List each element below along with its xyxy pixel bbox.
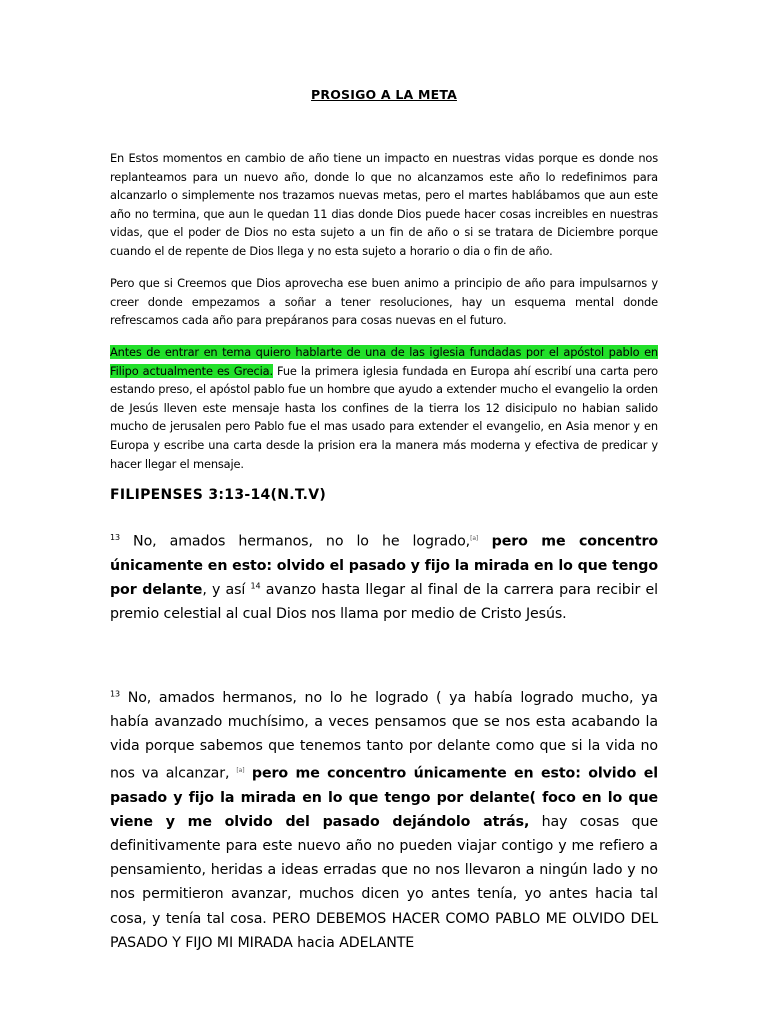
commentary-bold-text: pero me concentro únicamente en esto: olvido el pasado y fijo la mirada en lo que tengo por delante( foco en lo que viene y me olvido del pasado dejándolo atrás, (110, 765, 658, 830)
scripture-heading: FILIPENSES 3:13-14(N.T.V) (110, 487, 327, 503)
scripture-verse (110, 527, 658, 627)
paragraph-second: Pero que si Creemos que Dios aprovecha ese buen animo a principio de año para impulsarnos y creer donde empezamos a soñar a tener resoluciones, hay un esquema mental donde refrescamos cada año para prepáranos para cosas nuevas en el futuro. (110, 276, 658, 328)
commentary-text-end: hay cosas que definitivamente para este nuevo año no pueden viajar contigo y me refiero a pensamiento, heridas a ideas erradas que no nos llevaron a ningún lado y no nos permitieron avanzar, muchos dicen yo antes tenía, yo antes hacia tal cosa, y tenía tal cosa. PERO DEBEMOS HACER COMO PABLO ME OLVIDO DEL PASADO Y FIJO MI MIRADA hacia ADELANTE (110, 813, 658, 951)
verse-text-start: No, amados hermanos, no lo he logrado, (119, 533, 471, 550)
highlighted-text: Antes de entrar en tema quiero hablarte de una de las iglesia fundadas por el apóstol pablo en Filipo actualmente es Grecia. (110, 345, 658, 378)
commentary-paragraph (110, 686, 658, 955)
verse-bold-text: pero me concentro únicamente en esto: olvido el pasado y fijo la mirada en lo que tengo por delante (110, 533, 658, 599)
verse-number-13: 13 (110, 533, 120, 542)
verse-text-end: avanzo hasta llegar al final de la carrera para recibir el premio celestial al cual Dios nos llama por medio de Cristo Jesús. (110, 582, 658, 623)
paragraph-intro: En Estos momentos en cambio de año tiene un impacto en nuestras vidas porque es donde nos replanteamos para un nuevo año, donde lo que no alcanzamos este año lo redefinimos para alcanzarlo o simplemente nos trazamos nuevas metas, pero el martes hablábamos que aun este año no termina, que aun le quedan 11 dias donde Dios puede hacer cosas increibles en nuestras vidas, que el poder de Dios no esta sujeto a un fin de año o si se tratara de Diciembre porque cuando el de repente de Dios llega y no esta sujeto a horario o dia o fin de año. (110, 151, 658, 258)
commentary-verse-number-13: 13 (110, 689, 120, 699)
verse-number-14: 14 (250, 581, 261, 591)
commentary-text-start: No, amados hermanos, no lo he logrado ( ya había logrado mucho, ya había avanzado muchísimo, a veces pensamos que se nos esta acabando la vida porque sabemos que tenemos tanto por delante como que si la vida no nos va alcanzar, (110, 690, 658, 782)
verse-text-middle: , y así (202, 582, 251, 599)
document-title: PROSIGO A LA META (311, 87, 457, 102)
commentary-footnote-marker[interactable]: [a] (236, 766, 245, 774)
paragraph-third (110, 343, 658, 473)
paragraph-third-rest: Fue la primera iglesia fundada en Europa ahí escribí una carta pero estando preso, el apóstol pablo fue un hombre que ayudo a extender mucho el evangelio la orden de Jesús lleven este mensaje hasta los confines de la tierra los 12 disicipulo no habian salido mucho de jerusalen pero Pablo fue el mas usado para extender el evangelio, en Asia menor y en Europa y escribe una carta desde la prision era la manera más moderna y efectiva de predicar y hacer llegar el mensaje. (110, 363, 658, 471)
footnote-marker[interactable]: [a] (470, 535, 479, 542)
